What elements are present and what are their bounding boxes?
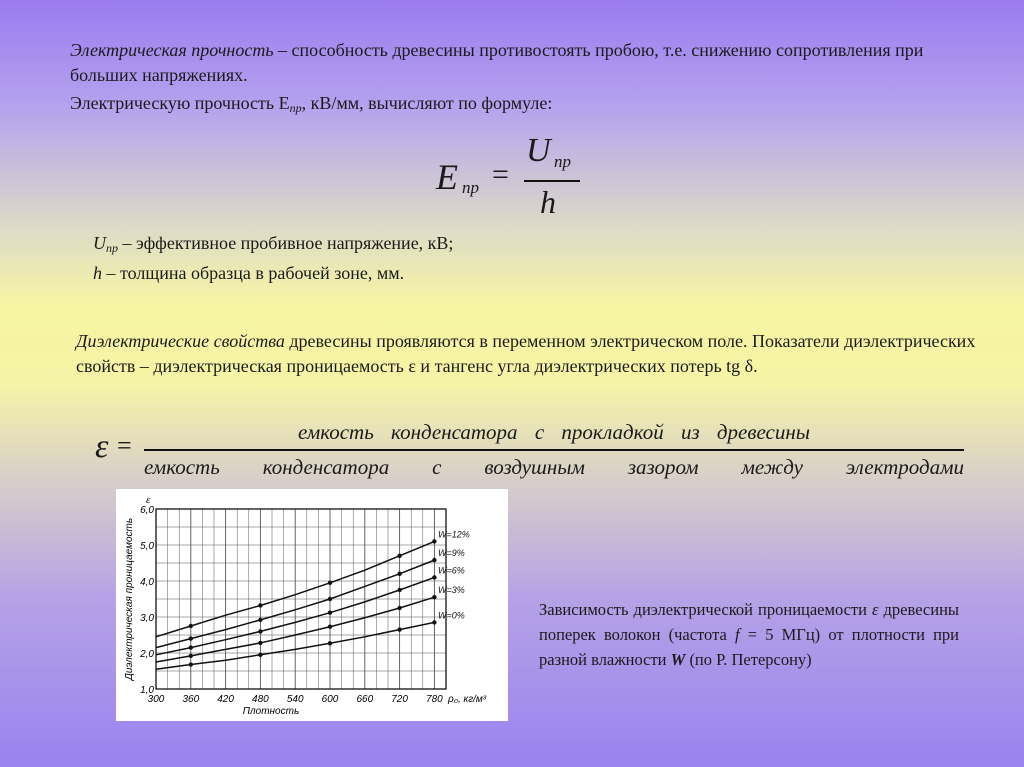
x-tick-label: 480 [252,694,269,705]
formula-denominator: h [540,184,556,220]
electric-strength-formula-intro [70,91,970,121]
x-tick-label: 360 [182,694,200,705]
y-tick-label: 2,0 [140,649,154,660]
series-label: W=12% [438,529,470,540]
intro-subscript: пр [289,101,302,115]
numerator-word: древесины [716,420,810,444]
caption-epsilon: ε [872,600,879,619]
numerator-word: из [680,420,700,444]
data-point [189,662,193,666]
formula-numerator-subscript: пр [554,152,571,171]
x-tick-label: 780 [426,694,443,705]
denominator-word: воздушным [484,455,585,479]
formula-lhs: E [436,157,458,197]
definition-symbol: U [93,233,106,253]
data-point [189,645,193,649]
data-point [328,641,332,645]
formula-denominator [144,455,964,480]
dielectric-properties-paragraph [76,329,976,379]
permittivity-formula [92,416,972,486]
chart-caption [539,597,959,672]
y-axis-label: Диэлектрическая проницаемость [124,517,135,681]
intro-text: Электрическую прочность Е [70,93,290,113]
caption-text: (по Р. Петерсону) [685,650,812,669]
x-axis-unit: ρ₀, кг/м³ [448,694,487,705]
data-point [397,627,401,631]
x-tick-label: 660 [356,694,374,705]
numerator-word: прокладкой [561,420,664,444]
chart-canvas [116,489,508,721]
data-point [258,629,262,633]
data-point [397,572,401,576]
electric-strength-term: Электрическая прочность [70,40,274,60]
formula-equals: = [117,431,132,460]
variable-definitions [93,231,793,286]
caption-frequency-symbol: f [734,625,740,644]
series-label: W=0% [438,610,465,621]
formula-numerator [144,420,964,445]
electric-strength-text: – способность древесины противостоять пробою, т.е. снижению сопротивления при больших напряжениях. [70,40,924,85]
y-tick-label: 3,0 [140,613,154,624]
data-point [258,618,262,622]
denominator-word: с [432,455,442,479]
denominator-word: конденсатора [262,455,390,479]
data-point [397,554,401,558]
data-point [328,581,332,585]
y-axis-symbol: ε [146,494,151,506]
formula-numerator: U [526,132,551,169]
definition-line [93,261,793,286]
data-point [328,597,332,601]
series-label: W=6% [438,565,465,576]
x-tick-label: 540 [286,694,304,705]
data-point [258,603,262,607]
data-point [432,620,436,624]
x-tick-label: 600 [321,694,339,705]
data-point [189,654,193,658]
data-point [328,625,332,629]
dielectric-text: древесины проявляются в переменном электрическом поле. Показатели диэлектрических свойств – диэлектрическая проницаемость ε и тангенс угла диэлектрических потерь tg δ. [76,331,976,376]
y-tick-label: 4,0 [140,577,154,588]
electric-strength-definition [70,38,970,88]
x-axis-label: Плотность [242,706,300,717]
x-tick-label: 420 [217,694,234,705]
permittivity-symbol: ε [95,428,109,465]
data-point [328,610,332,614]
electric-strength-formula [436,132,596,226]
caption-moisture-symbol: W [670,650,686,669]
data-point [432,558,436,562]
data-point [189,624,193,628]
data-point [189,636,193,640]
y-tick-label: 6,0 [140,505,154,516]
y-tick-label: 5,0 [140,541,154,552]
denominator-word: электродами [845,455,965,479]
formula-lhs-subscript: пр [462,178,479,197]
y-tick-label: 1,0 [140,685,154,696]
definition-text: – толщина образца в рабочей зоне, мм. [102,263,405,283]
data-point [397,606,401,610]
numerator-word: емкость [298,420,374,444]
formula-equals: = [492,158,509,191]
series-label: W=3% [438,585,465,596]
series-label: W=9% [438,548,465,559]
definition-line [93,231,793,261]
data-point [432,575,436,579]
data-point [258,653,262,657]
data-point [432,595,436,599]
permittivity-density-chart [116,489,508,721]
definition-subscript: пр [106,241,118,255]
numerator-word: с [534,420,545,444]
data-point [258,641,262,645]
caption-text: = 5 МГц) от плотности при разной влажности [539,625,959,669]
fraction-bar [144,449,964,451]
denominator-word: емкость [144,455,220,479]
intro-text-end: , кВ/мм, вычисляют по формуле: [301,93,553,113]
denominator-word: зазором [627,455,699,479]
data-point [397,588,401,592]
caption-text: древесины поперек волокон (частота [539,600,960,644]
dielectric-term: Диэлектрические свойства [76,331,285,351]
definition-symbol: h [93,263,102,283]
data-point [432,539,436,543]
fraction-bar [524,180,580,182]
definition-text: – эффективное пробивное напряжение, кВ; [118,233,454,253]
denominator-word: между [741,455,803,479]
caption-text: Зависимость диэлектрической проницаемости [539,600,872,619]
numerator-word: конденсатора [391,420,518,444]
x-tick-label: 720 [391,694,408,705]
x-tick-label: 300 [147,694,165,705]
